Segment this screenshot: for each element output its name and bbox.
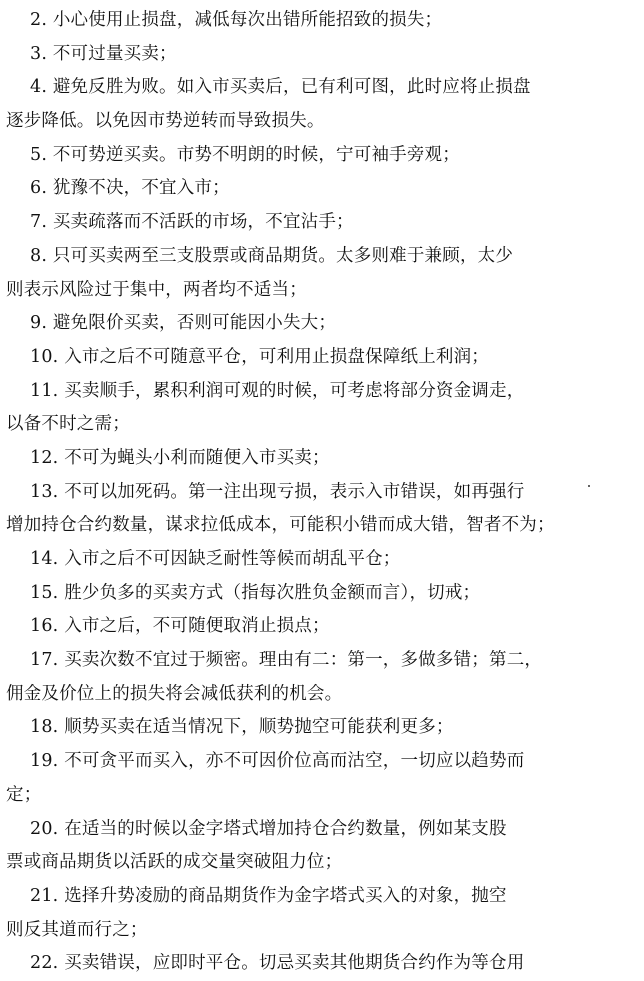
text-line: 5. 不可势逆买卖。市势不明朗的时候，宁可袖手旁观； bbox=[30, 144, 460, 165]
text-line: 增加持仓合约数量，谋求拉低成本，可能积小错而成大错，智者不为； bbox=[6, 515, 555, 536]
text-line: 15. 胜少负多的买卖方式（指每次胜负金额而言），切戒； bbox=[30, 582, 481, 603]
scan-speck bbox=[588, 485, 590, 487]
text-line: 19. 不可贪平而买入，亦不可因价位高而沽空，一切应以趋势而 bbox=[30, 751, 525, 772]
text-line: 14. 入市之后不可因缺乏耐性等候而胡乱平仓； bbox=[30, 549, 401, 569]
text-line: 18. 顺势买卖在适当情况下，顺势抛空可能获利更多； bbox=[30, 717, 454, 738]
text-line: 17. 买卖次数不宜过于频密。理由有二：第一，多做多错；第二， bbox=[30, 650, 543, 671]
text-line: 佣金及价位上的损失将会减低获利的机会。 bbox=[6, 683, 343, 704]
text-line: 9. 避免限价买卖，否则可能因小失大； bbox=[30, 313, 337, 334]
text-line: 12. 不可为蝇头小利而随便入市买卖； bbox=[30, 447, 330, 468]
text-line: 21. 选择升势凌励的商品期货作为金字塔式买入的对象，抛空 bbox=[30, 885, 507, 906]
text-line: 6. 犹豫不决，不宜入市； bbox=[30, 178, 230, 199]
text-line: 则表示风险过于集中，两者均不适当； bbox=[6, 279, 307, 300]
text-line: 13. 不可以加死码。第一注出现亏损，表示入市错误，如再强行 bbox=[30, 481, 525, 502]
text-line: 2. 小心使用止损盘，减低每次出错所能招致的损失； bbox=[30, 10, 443, 30]
text-line: 逐步降低。以免因市势逆转而导致损失。 bbox=[6, 111, 325, 132]
text-body bbox=[0, 4, 644, 981]
text-line: 22. 买卖错误，应即时平仓。切忌买卖其他期货合约作为等仓用 bbox=[30, 953, 525, 974]
text-line: 8. 只可买卖两至三支股票或商品期货。太多则难于兼顾，太少 bbox=[30, 245, 514, 266]
text-line: 以备不时之需； bbox=[6, 414, 130, 435]
text-line: 则反其道而行之； bbox=[6, 919, 148, 940]
text-line: 票或商品期货以活跃的成交量突破阻力位； bbox=[6, 852, 343, 873]
text-line: 10. 入市之后不可随意平仓，可利用止损盘保障纸上利润； bbox=[30, 346, 489, 367]
text-line: 3. 不可过量买卖； bbox=[30, 43, 177, 64]
text-line: 7. 买卖疏落而不活跃的市场，不宜沾手； bbox=[30, 212, 354, 233]
text-line: 20. 在适当的时候以金字塔式增加持仓合约数量，例如某支股 bbox=[30, 818, 507, 839]
text-line: 定； bbox=[6, 784, 42, 805]
text-line: 4. 避免反胜为败。如入市买卖后，已有利可图，此时应将止损盘 bbox=[30, 77, 531, 98]
text-line: 16. 入市之后，不可随便取消止损点； bbox=[30, 616, 330, 637]
text-line: 11. 买卖顺手，累积利润可观的时候，可考虑将部分资金调走， bbox=[30, 380, 525, 401]
